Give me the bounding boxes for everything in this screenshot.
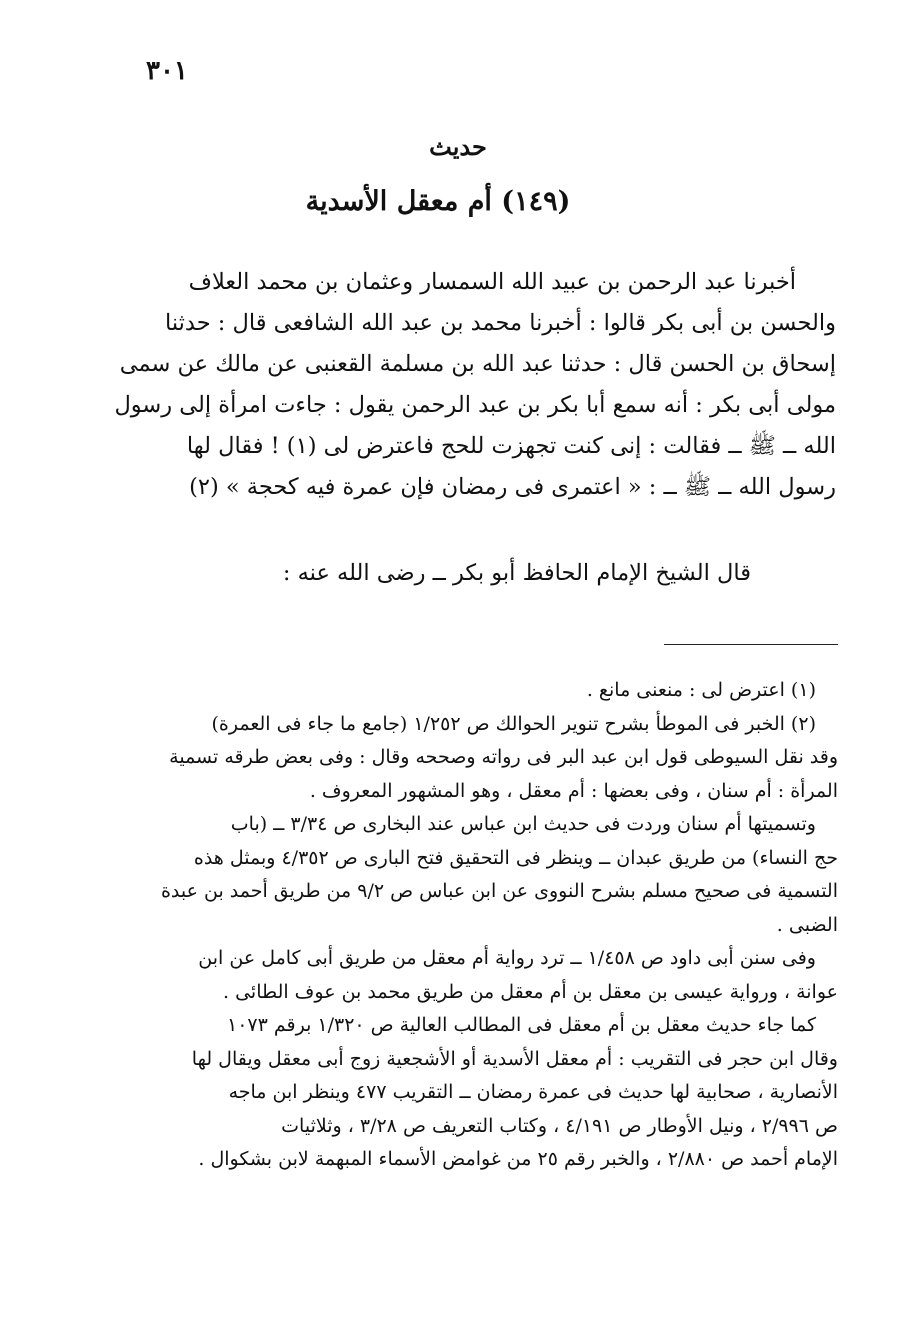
- footnote-line: كما جاء حديث معقل بن أم معقل فى المطالب العالية ص ١/٣٢٠ برقم ١٠٧٣: [226, 1014, 816, 1036]
- body-line: مولى أبى بكر : أنه سمع أبا بكر بن عبد الرحمن يقول : جاءت امرأة إلى رسول: [114, 392, 836, 418]
- footnote-line: الإمام أحمد ص ٢/٨٨٠ ، والخبر رقم ٢٥ من غوامض الأسماء المبهمة لابن بشكوال .: [198, 1148, 838, 1170]
- page-number: ٣٠١: [146, 56, 188, 86]
- footnote-line: ص ٢/٩٩٦ ، ونيل الأوطار ص ٤/١٩١ ، وكتاب التعريف ص ٣/٢٨ ، وثلاثيات: [281, 1114, 838, 1137]
- footnote-line: وقال ابن حجر فى التقريب : أم معقل الأسدية أو الأشجعية زوج أبى معقل ويقال لها: [191, 1047, 838, 1070]
- footnote-line: (١) اعترض لى : منعنى مانع .: [586, 679, 816, 701]
- body-line: والحسن بن أبى بكر قالوا : أخبرنا محمد بن عبد الله الشافعى قال : حدثنا: [165, 310, 836, 336]
- footnote-line: حج النساء) من طريق عبدان ــ وينظر فى التحقيق فتح البارى ص ٤/٣٥٢ وبمثل هذه: [193, 846, 838, 869]
- body-line: أخبرنا عبد الرحمن بن عبيد الله السمسار وعثمان بن محمد العلاف: [188, 269, 796, 295]
- closing-line: قال الشيخ الإمام الحافظ أبو بكر ــ رضى الله عنه :: [282, 560, 751, 586]
- body-line: إسحاق بن الحسن قال : حدثنا عبد الله بن مسلمة القعنبى عن مالك عن سمى: [119, 351, 836, 377]
- footnote-line: وقد نقل السيوطى قول ابن عبد البر فى رواته وصححه وقال : وفى بعض طرقه تسمية: [169, 746, 838, 768]
- footnote-line: وفى سنن أبى داود ص ١/٤٥٨ ــ ترد رواية أم معقل من طريق أبى كامل عن ابن: [198, 947, 816, 969]
- footnote-line: وتسميتها أم سنان وردت فى حديث ابن عباس عند البخارى ص ٣/٣٤ ــ (باب: [230, 813, 816, 835]
- footnote-line: (٢) الخبر فى الموطأ بشرح تنوير الحوالك ص ١/٢٥٢ (جامع ما جاء فى العمرة): [211, 712, 816, 735]
- hadith-body: [114, 262, 836, 508]
- section-heading: حديث: [429, 132, 487, 161]
- footnotes: [136, 674, 838, 1177]
- footnote-separator: [664, 644, 838, 645]
- footnote-line: عوانة ، ورواية عيسى بن معقل بن أم معقل من طريق محمد بن عوف الطائى .: [223, 980, 838, 1003]
- footnote-line: الضبى .: [776, 913, 838, 936]
- hadith-title: (١٤٩) أم معقل الأسدية: [305, 186, 571, 217]
- body-line: الله ــ ﷺ ــ فقالت : إنى كنت تجهزت للحج فاعترض لى (١) ! فقال لها: [186, 433, 836, 459]
- footnote-line: التسمية فى صحيح مسلم بشرح النووى عن ابن عباس ص ٩/٢ من طريق أحمد بن عبدة: [160, 880, 838, 902]
- footnote-line: المرأة : أم سنان ، وفى بعضها : أم معقل ، وهو المشهور المعروف .: [309, 779, 838, 802]
- footnote-line: الأنصارية ، صحابية لها حديث فى عمرة رمضان ــ التقريب ٤٧٧ وينظر ابن ماجه: [228, 1081, 838, 1103]
- body-line: رسول الله ــ ﷺ ــ : « اعتمرى فى رمضان فإن عمرة فيه كحجة » (٢): [189, 474, 836, 500]
